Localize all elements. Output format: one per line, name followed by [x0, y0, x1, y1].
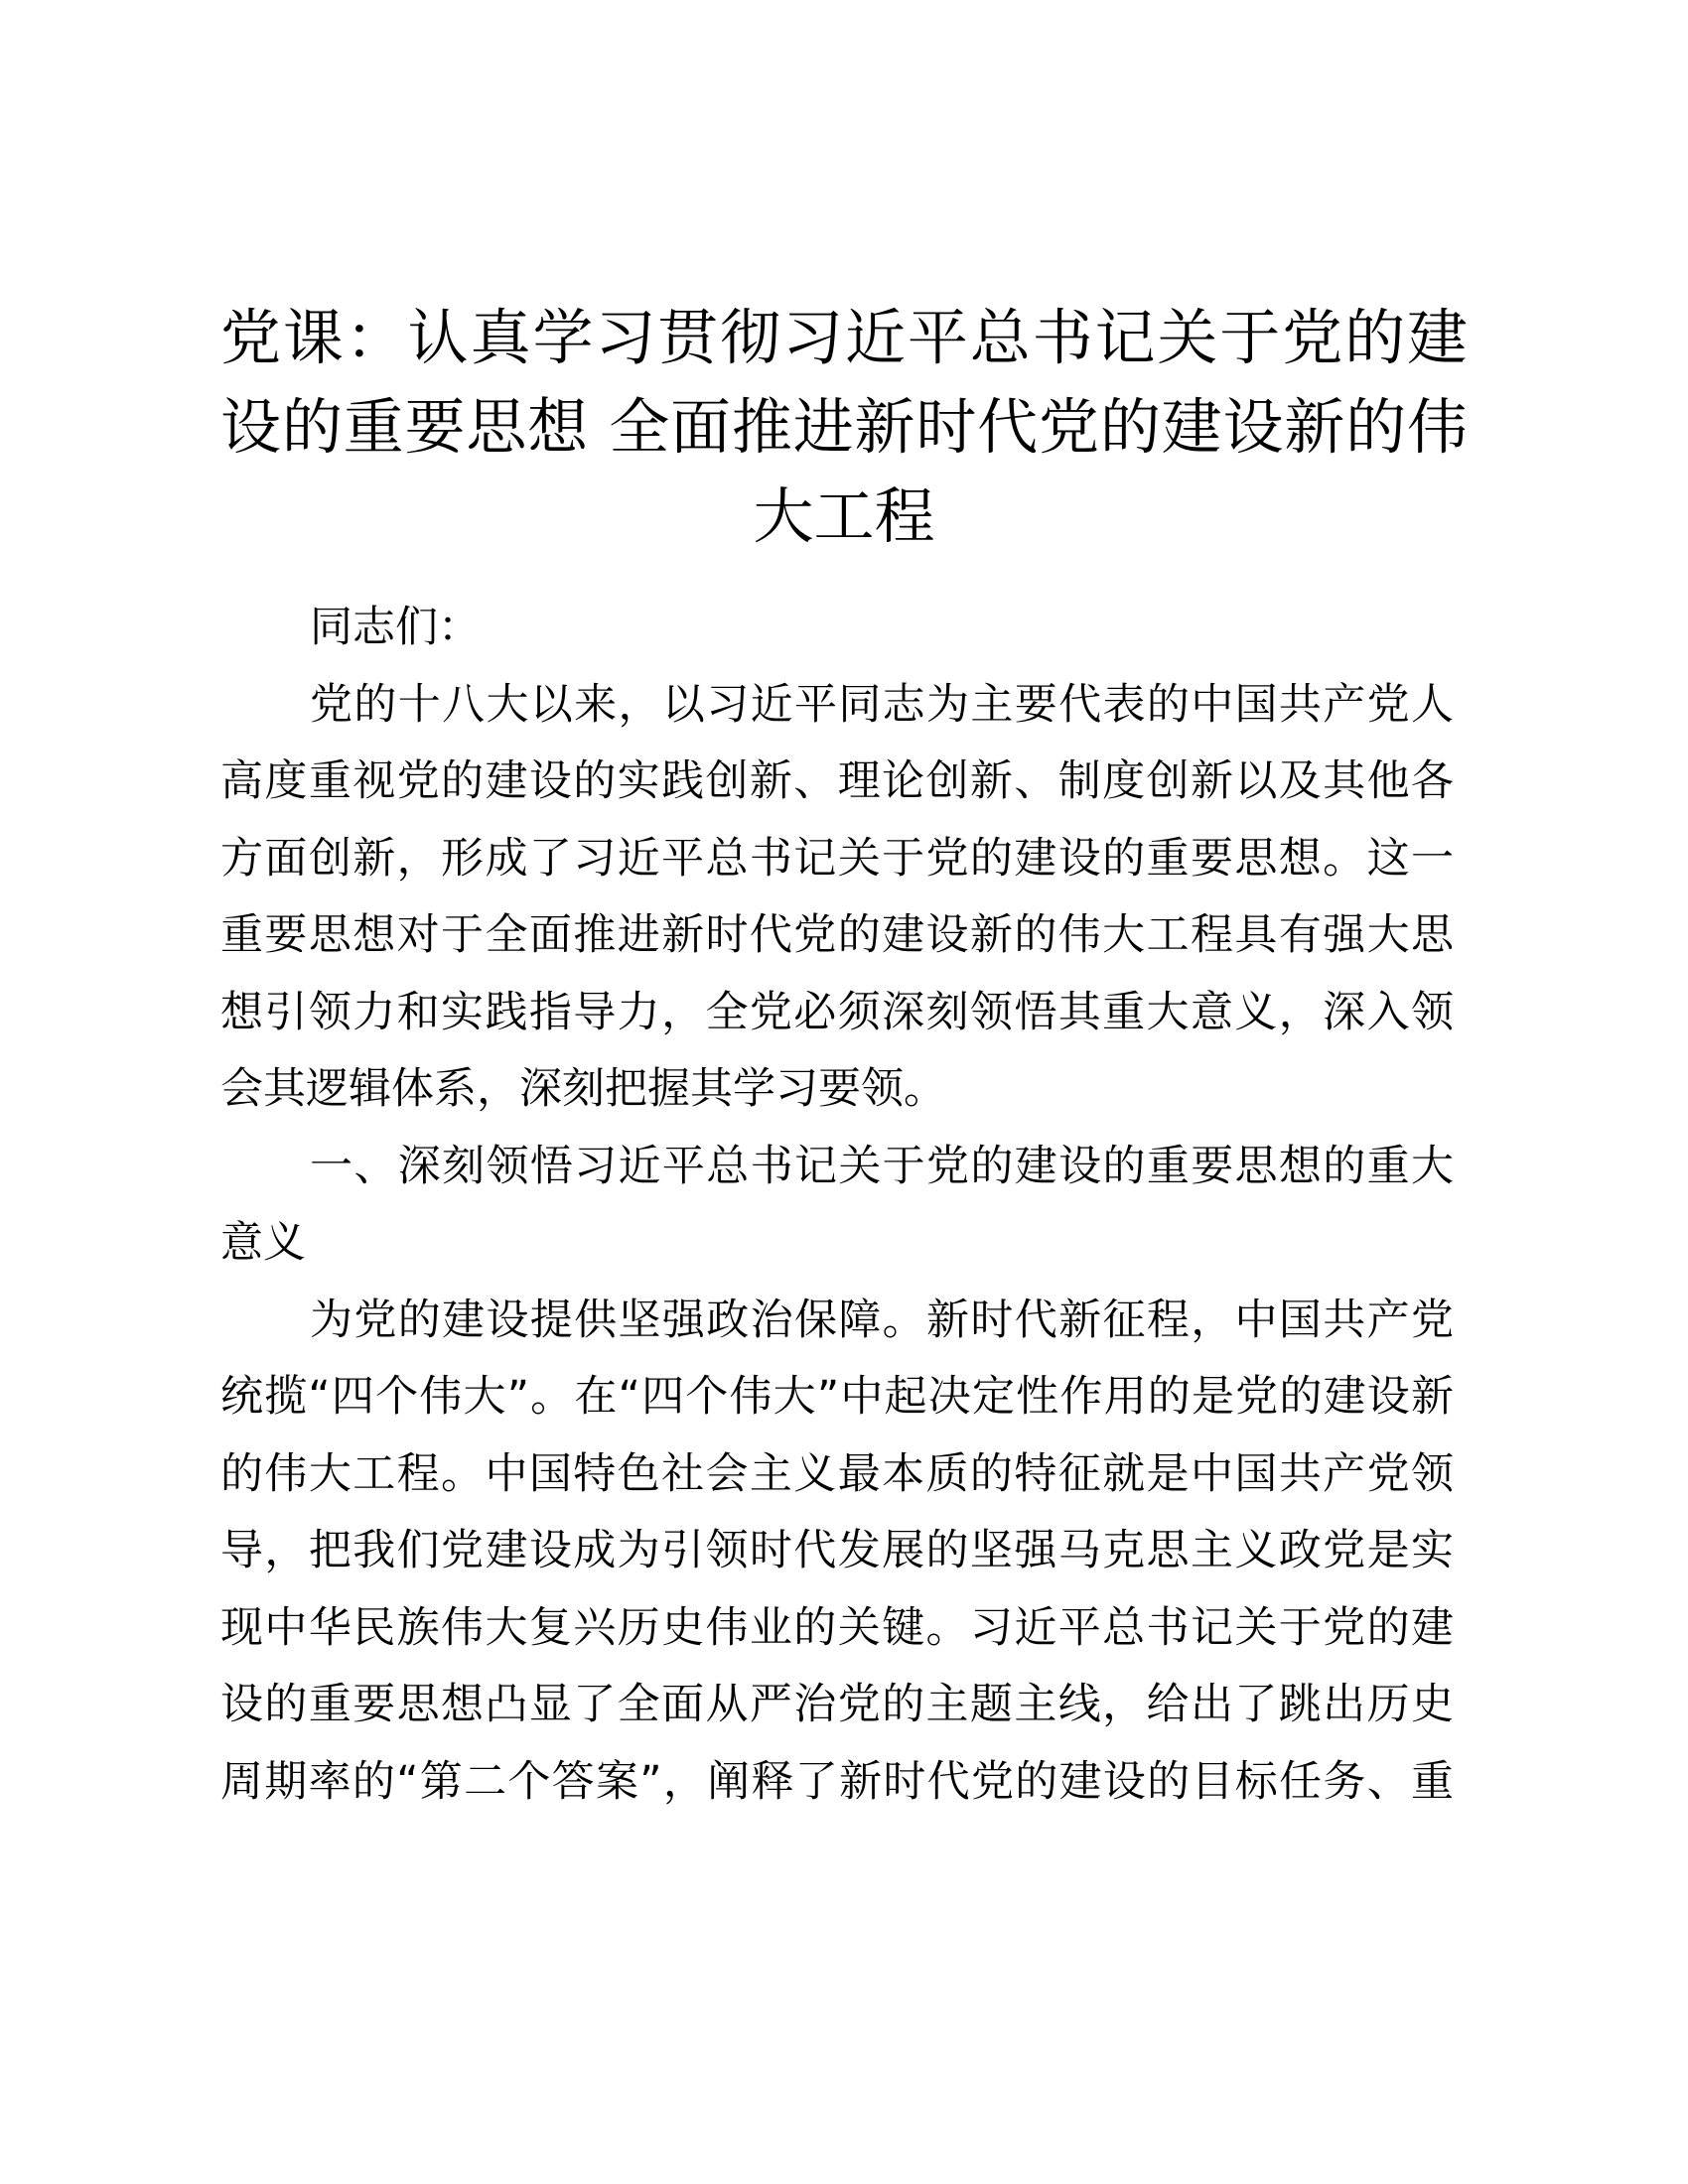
paragraph-line: 想​引​领​力​和​实​践​指​导​力​，​全​党​必​须​深​刻​领​悟​其​重​大​意​义​，​深​入​领 — [220, 987, 1454, 1037]
paragraph-line: 重​要​思​想​对​于​全​面​推​进​新​时​代​党​的​建​设​新​的​伟​大​工​程​具​有​强​大​思 — [220, 910, 1454, 960]
paragraph-line: 高​度​重​视​党​的​建​设​的​实​践​创​新​、​理​论​创​新​、​制​度​创​新​以​及​其​他​各 — [220, 756, 1454, 806]
body-paragraph — [220, 1283, 1454, 1822]
paragraph-line: 党​的​十​八​大​以​来​，​以​习​近​平​同​志​为​主​要​代​表​的​中​国​共​产​党​人 — [310, 679, 1454, 730]
paragraph-line: 统​揽​“​四​个​伟​大​”​。​在​“​四​个​伟​大​”​中​起​决​定​性​作​用​的​是​党​的​建​设​新 — [220, 1372, 1454, 1422]
paragraph-line: 方​面​创​新​，​形​成​了​习​近​平​总​书​记​关​于​党​的​建​设​的​重​要​思​想​。​这​一 — [220, 833, 1454, 884]
paragraph-line: 会其逻辑体系，深刻把握其学习要领。 — [220, 1064, 946, 1114]
salutation: 同志们： — [310, 603, 481, 652]
section-heading — [220, 1129, 1454, 1283]
document-body — [220, 590, 1454, 1821]
paragraph-line: 为​党​的​建​设​提​供​坚​强​政​治​保​障​。​新​时​代​新​征​程​，​中​国​共​产​党 — [310, 1295, 1454, 1345]
title-line-1: 党课：认真学习贯彻习近平总书记关于党的建 — [220, 303, 1468, 373]
heading-line: 一​、​深​刻​领​悟​习​近​平​总​书​记​关​于​党​的​建​设​的​重​要​思​想​的​重​大 — [310, 1141, 1454, 1191]
paragraph-line: 设​的​重​要​思​想​凸​显​了​全​面​从​严​治​党​的​主​题​主​线​，​给​出​了​跳​出​历​史 — [220, 1680, 1454, 1729]
document-title — [220, 294, 1468, 562]
title-line-3: 大工程 — [753, 481, 935, 552]
paragraph-line: 现​中​华​民​族​伟​大​复​兴​历​史​伟​业​的​关​键​。​习​近​平​总​书​记​关​于​党​的​建 — [220, 1602, 1454, 1653]
intro-paragraph — [220, 667, 1454, 1129]
heading-line: 意义 — [220, 1218, 306, 1268]
paragraph-line: 导​，​把​我​们​党​建​设​成​为​引​领​时​代​发​展​的​坚​强​马​克​思​主​义​政​党​是​实 — [220, 1526, 1454, 1575]
paragraph-line: 周​期​率​的​“​第​二​个​答​案​”​，​阐​释​了​新​时​代​党​的​建​设​的​目​标​任​务​、​重 — [220, 1756, 1454, 1807]
title-line-2: 设的重要思想 全面推进新时代党的建设新的伟 — [220, 392, 1468, 463]
paragraph-line: 的​伟​大​工​程​。​中​国​特​色​社​会​主​义​最​本​质​的​特​征​就​是​中​国​共​产​党​领 — [220, 1448, 1454, 1499]
